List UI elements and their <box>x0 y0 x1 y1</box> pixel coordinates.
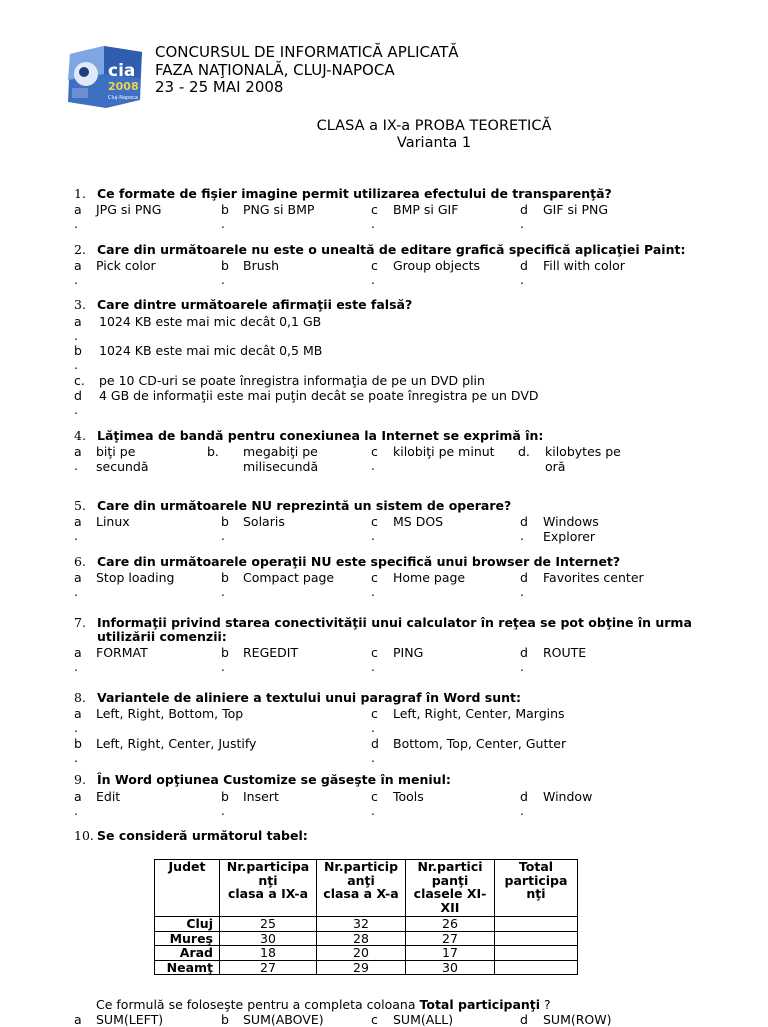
option-letter: a <box>74 314 82 329</box>
q5-option-d-line2: Explorer <box>543 529 596 544</box>
dot: . <box>371 660 375 674</box>
dot: . <box>74 459 78 473</box>
q3-option-d[interactable]: 4 GB de informaţii este mai puţin decât se poate înregistra pe un DVD <box>99 388 539 403</box>
logo-wordmark: cia <box>108 61 136 81</box>
table-header-x: Nr.particip anţi clasa a X-a <box>317 860 406 917</box>
option-letter: d <box>520 1012 528 1027</box>
q5-option-a[interactable]: Linux <box>96 514 130 529</box>
dot: . <box>74 721 78 735</box>
q4-option-b[interactable]: megabiţi pe <box>243 444 318 459</box>
option-letter: a <box>74 514 82 529</box>
option-letter: c. <box>74 373 85 388</box>
q6-option-b[interactable]: Compact page <box>243 570 335 585</box>
option-letter: d <box>74 388 82 403</box>
dot: . <box>520 273 524 287</box>
question-3: 3. Care dintre următoarele afirmaţii este falsă? <box>74 297 413 312</box>
dot: . <box>371 804 375 818</box>
option-letter: a <box>74 1012 82 1027</box>
option-letter: a <box>74 645 82 660</box>
question-5: 5. Care din următoarele NU reprezintă un sistem de operare? <box>74 498 512 513</box>
q10-followup: Ce formulă se foloseşte pentru a completa coloana Total participanţi ? <box>96 997 551 1012</box>
q10-option-a[interactable]: SUM(LEFT) <box>96 1012 164 1027</box>
q7-option-c[interactable]: PING <box>393 645 424 660</box>
q3-option-b[interactable]: 1024 KB este mai mic decât 0,5 MB <box>99 343 323 358</box>
option-letter: d. <box>518 444 530 459</box>
q7-option-b[interactable]: REGEDIT <box>243 645 299 660</box>
table-row <box>155 917 578 932</box>
q8-option-a[interactable]: Left, Right, Bottom, Top <box>96 706 244 721</box>
table-header-ix: Nr.participa nţi clasa a IX-a <box>220 860 317 917</box>
table-header-xi-xii: Nr.partici panţi clasele XI- XII <box>406 860 495 917</box>
table-cell: 27 <box>220 960 317 975</box>
dot: . <box>74 804 78 818</box>
q4-option-b-line2: milisecundă <box>243 459 319 474</box>
table-cell-total <box>495 960 578 975</box>
q6-option-c[interactable]: Home page <box>393 570 466 585</box>
question-4: 4. Lăţimea de bandă pentru conexiunea la Internet se exprimă în: <box>74 428 544 443</box>
cia-2008-logo <box>64 44 146 110</box>
option-letter: b <box>221 570 229 585</box>
option-letter: c <box>371 514 378 529</box>
q8-option-c[interactable]: Left, Right, Center, Margins <box>393 706 565 721</box>
q3-option-a[interactable]: 1024 KB este mai mic decât 0,1 GB <box>99 314 322 329</box>
q1-option-c[interactable]: BMP si GIF <box>393 202 459 217</box>
dot: . <box>371 751 375 765</box>
question-9: 9. În Word opţiunea Customize se găseşte în meniul: <box>74 772 451 787</box>
table-cell: 27 <box>406 931 495 946</box>
question-7: 7. Informaţii privind starea conectivităţii unui calculator în reţea se pot obţine în urma <box>74 615 692 630</box>
option-letter: b <box>74 736 82 751</box>
option-letter: b <box>221 258 229 273</box>
q4-option-a-line2: secundă <box>96 459 149 474</box>
table-cell: 30 <box>220 931 317 946</box>
dot: . <box>520 585 524 599</box>
dot: . <box>74 329 78 343</box>
table-header-total: Total participa nţi <box>495 860 578 917</box>
option-letter: b <box>74 343 82 358</box>
dot: . <box>221 585 225 599</box>
table-cell: 26 <box>406 917 495 932</box>
q5-option-c[interactable]: MS DOS <box>393 514 444 529</box>
option-letter: a <box>74 789 82 804</box>
option-letter: d <box>520 258 528 273</box>
option-letter: c <box>371 570 378 585</box>
question-7-line2: utilizării comenzii: <box>97 629 227 644</box>
option-letter: b <box>221 645 229 660</box>
option-letter: a <box>74 258 82 273</box>
table-cell: 30 <box>406 960 495 975</box>
option-letter: c <box>371 202 378 217</box>
option-letter: a <box>74 706 82 721</box>
q4-option-c[interactable]: kilobiţi pe minut <box>393 444 495 459</box>
question-2: 2. Care din următoarele nu este o unealtă de editare grafică specifică aplicaţiei Paint: <box>74 242 686 257</box>
dot: . <box>74 660 78 674</box>
option-letter: a <box>74 444 82 459</box>
option-letter: c <box>371 1012 378 1027</box>
option-letter: d <box>520 645 528 660</box>
dot: . <box>520 804 524 818</box>
q2-option-b[interactable]: Brush <box>243 258 280 273</box>
option-letter: a <box>74 202 82 217</box>
exam-class-title: CLASA a IX-a PROBA TEORETICĂ <box>316 118 552 134</box>
q9-option-b[interactable]: Insert <box>243 789 279 804</box>
table-cell: Cluj <box>155 917 220 932</box>
dot: . <box>520 660 524 674</box>
q6-option-d[interactable]: Favorites center <box>543 570 644 585</box>
header-line-3: 23 - 25 MAI 2008 <box>155 78 284 96</box>
table-cell: 18 <box>220 946 317 961</box>
table-cell: 32 <box>317 917 406 932</box>
logo-year: 2008 <box>108 80 139 93</box>
table-cell: 20 <box>317 946 406 961</box>
dot: . <box>74 751 78 765</box>
q4-option-d[interactable]: kilobytes pe <box>545 444 621 459</box>
dot: . <box>371 217 375 231</box>
q4-option-a[interactable]: biţi pe <box>96 444 136 459</box>
dot: . <box>371 529 375 543</box>
q7-option-d[interactable]: ROUTE <box>543 645 587 660</box>
option-letter: b <box>221 514 229 529</box>
table-cell: Arad <box>155 946 220 961</box>
dot: . <box>74 217 78 231</box>
q7-option-a[interactable]: FORMAT <box>96 645 148 660</box>
dot: . <box>371 459 375 473</box>
q1-option-a[interactable]: JPG si PNG <box>96 202 162 217</box>
dot: . <box>371 585 375 599</box>
option-letter: d <box>520 514 528 529</box>
q9-option-d[interactable]: Window <box>543 789 593 804</box>
table-cell-total <box>495 946 578 961</box>
q6-option-a[interactable]: Stop loading <box>96 570 175 585</box>
question-6: 6. Care din următoarele operaţii NU este specifică unui browser de Internet? <box>74 554 621 569</box>
dot: . <box>221 217 225 231</box>
participants-table <box>154 859 578 975</box>
dot: . <box>520 217 524 231</box>
question-8: 8. Variantele de aliniere a textului unui paragraf în Word sunt: <box>74 690 522 705</box>
header-line-1: CONCURSUL DE INFORMATICĂ APLICATĂ <box>155 43 459 61</box>
dot: . <box>520 529 524 543</box>
q1-option-d[interactable]: GIF si PNG <box>543 202 609 217</box>
dot: . <box>371 273 375 287</box>
q2-option-c[interactable]: Group objects <box>393 258 481 273</box>
q8-option-d[interactable]: Bottom, Top, Center, Gutter <box>393 736 567 751</box>
option-letter: c <box>371 258 378 273</box>
dot: . <box>221 660 225 674</box>
table-cell-total <box>495 917 578 932</box>
dot: . <box>221 529 225 543</box>
q8-option-b[interactable]: Left, Right, Center, Justify <box>96 736 257 751</box>
table-header-judet: Judet <box>155 860 220 917</box>
q4-option-d-line2: oră <box>545 459 566 474</box>
table-cell: 29 <box>317 960 406 975</box>
dot: . <box>74 358 78 372</box>
table-row <box>155 960 578 975</box>
dot: . <box>221 273 225 287</box>
option-letter: c <box>371 645 378 660</box>
q3-option-c[interactable]: pe 10 CD-uri se poate înregistra informaţia de pe un DVD plin <box>99 373 485 388</box>
q10-option-b[interactable]: SUM(ABOVE) <box>243 1012 324 1027</box>
table-cell: Neamţ <box>155 960 220 975</box>
option-letter: d <box>520 202 528 217</box>
option-letter: d <box>520 789 528 804</box>
q5-option-d[interactable]: Windows <box>543 514 599 529</box>
table-row <box>155 946 578 961</box>
dot: . <box>74 273 78 287</box>
option-letter: d <box>371 736 379 751</box>
option-letter: c <box>371 706 378 721</box>
option-letter: c <box>371 789 378 804</box>
q2-option-d[interactable]: Fill with color <box>543 258 625 273</box>
table-cell: 17 <box>406 946 495 961</box>
q5-option-b[interactable]: Solaris <box>243 514 285 529</box>
q9-option-a[interactable]: Edit <box>96 789 121 804</box>
q1-option-b[interactable]: PNG si BMP <box>243 202 315 217</box>
option-letter: b <box>221 789 229 804</box>
exam-variant: Varianta 1 <box>396 135 472 151</box>
option-letter: d <box>520 570 528 585</box>
table-cell-total <box>495 931 578 946</box>
logo-city: Cluj-Napoca <box>108 95 139 101</box>
q10-option-c[interactable]: SUM(ALL) <box>393 1012 454 1027</box>
table-cell: 28 <box>317 931 406 946</box>
header-line-2: FAZA NAŢIONALĂ, CLUJ-NAPOCA <box>155 60 395 79</box>
table-cell: 25 <box>220 917 317 932</box>
q9-option-c[interactable]: Tools <box>393 789 424 804</box>
dot: . <box>221 804 225 818</box>
option-letter: c <box>371 444 378 459</box>
option-letter: a <box>74 570 82 585</box>
dot: . <box>74 529 78 543</box>
option-letter: b <box>221 202 229 217</box>
exam-title <box>0 118 768 152</box>
dot: . <box>371 721 375 735</box>
q2-option-a[interactable]: Pick color <box>96 258 156 273</box>
table-row <box>155 931 578 946</box>
table-header-row <box>155 860 578 917</box>
dot: . <box>74 585 78 599</box>
dot: . <box>74 403 78 417</box>
option-letter: b. <box>207 444 219 459</box>
option-letter: b <box>221 1012 229 1027</box>
q10-option-d[interactable]: SUM(ROW) <box>543 1012 612 1027</box>
contest-header <box>155 44 459 97</box>
question-10: 10. Se consideră următorul tabel: <box>74 828 308 843</box>
table-cell: Mureş <box>155 931 220 946</box>
question-1: 1. Ce formate de fişier imagine permit utilizarea efectului de transparenţă? <box>74 186 612 201</box>
